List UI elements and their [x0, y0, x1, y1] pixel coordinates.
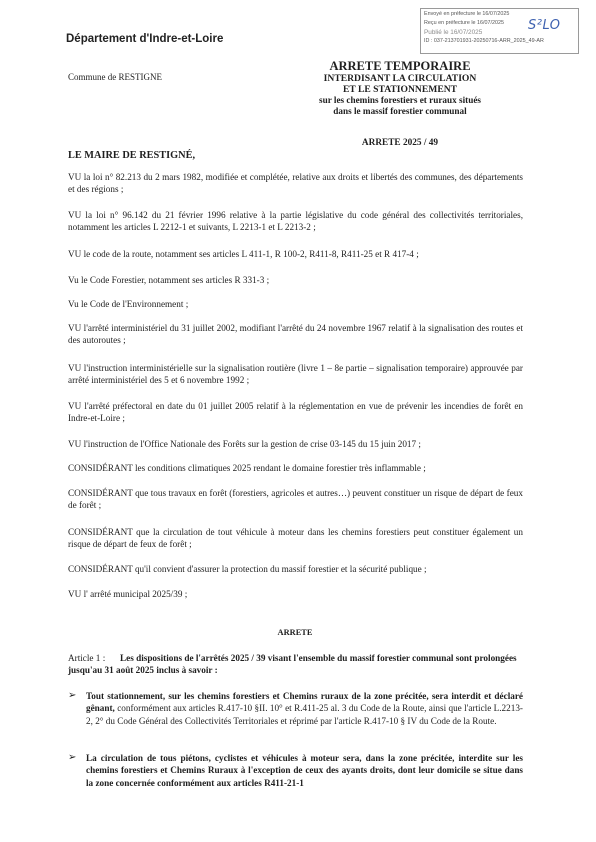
bullet-1-text: conformément aux articles R.417-10 §II. 10° et R.411-25 al. 3 du Code de la Route, ainsi que l'article L.2213-2, 2° du Code Général des Collectivités Territoriales et réprimé par l'article R.417-10 § IV du Code de la Route. — [86, 703, 523, 726]
paragraph: Vu le Code de l'Environnement ; — [68, 299, 189, 309]
list-item — [68, 752, 523, 789]
article-1 — [68, 652, 523, 677]
paragraph: CONSIDÉRANT les conditions climatiques 2025 rendant le domaine forestier très inflammable ; — [68, 463, 426, 473]
stamp-id: ID : 037-213701931-20250716-ARR_2025_49-AR — [424, 38, 544, 44]
maire-heading: LE MAIRE DE RESTIGNÉ, — [68, 150, 196, 161]
slo-signature: S²LO — [528, 18, 561, 33]
title-line-4: sur les chemins forestiers et ruraux situés — [319, 95, 481, 105]
paragraph: CONSIDÉRANT que la circulation de tout véhicule à moteur dans les chemins forestiers peut constituer également un risque de départ de feux de forêt ; — [68, 527, 523, 550]
article-1-text: Les dispositions de l'arrêtés 2025 / 39 visant l'ensemble du massif forestier communal sont prolongées jusqu'au 31 août 2025 inclus à savoir : — [68, 653, 517, 676]
document-title — [300, 60, 500, 117]
paragraph: VU la loi n° 96.142 du 21 février 1996 relative à la partie législative du code général des collectivités territoriales, notamment les articles L 2212-1 et suivants, L 2213-1 et L 2213-2 ; — [68, 210, 523, 233]
bullet-1-bold: Tout stationnement, sur les chemins forestiers et Chemins ruraux de la zone précitée, sera interdit et déclaré gênant, — [86, 691, 523, 714]
paragraph: VU l'instruction interministérielle sur la signalisation routière (livre 1 – 8e partie – signalisation temporaire) approuvée par arrêté interministériel des 5 et 6 novembre 1992 ; — [68, 363, 523, 386]
title-line-3: ET LE STATIONNEMENT — [342, 84, 458, 95]
paragraph: VU le code de la route, notamment ses articles L 411-1, R 100-2, R411-8, R411-25 et R 417-4 ; — [68, 249, 419, 259]
paragraph: VU l'arrêté interministériel du 31 juillet 2002, modifiant l'arrêté du 24 novembre 1967 relatif à la signalisation des routes et des autoroutes ; — [68, 323, 523, 346]
department-name: Département d'Indre-et-Loire — [66, 33, 224, 45]
arrow-bullet-icon: ➢ — [68, 752, 77, 763]
title-line-5: dans le massif forestier communal — [333, 106, 467, 116]
paragraph: VU l'arrêté préfectoral en date du 01 juillet 2005 relatif à la réglementation en vue de prévenir les incendies de forêt en Indre-et-Loire ; — [68, 401, 523, 424]
commune-name: Commune de RESTIGNE — [68, 72, 162, 82]
article-1-label: Article 1 : — [68, 653, 106, 663]
bullet-2-bold: La circulation de tous piétons, cyclistes et véhicules à moteur sera, dans la zone précitée, interdite sur les chemins forestiers et Chemins Ruraux à l'exception de ceux des ayants droits, dont leur domicile se situe dans la zone concernée conformément aux articles R411-21-1 — [86, 753, 523, 788]
paragraph: VU la loi n° 82.213 du 2 mars 1982, modifiée et complétée, relative aux droits et libertés des communes, des départements et des régions ; — [68, 172, 523, 195]
title-line-2: INTERDISANT LA CIRCULATION — [323, 73, 477, 84]
stamp-published: Publié le 16/07/2025 — [424, 29, 483, 36]
paragraph: CONSIDÉRANT qu'il convient d'assurer la protection du massif forestier et la sécurité publique ; — [68, 564, 427, 574]
paragraph: VU l'instruction de l'Office Nationale des Forêts sur la gestion de crise 03-145 du 15 juin 2017 ; — [68, 439, 421, 449]
paragraph: CONSIDÉRANT que tous travaux en forêt (forestiers, agricoles et autres…) peuvent constituer un risque de départ de feux de forêt ; — [68, 488, 523, 511]
paragraph: VU l' arrêté municipal 2025/39 ; — [68, 589, 188, 599]
title-line-1: ARRETE TEMPORAIRE — [329, 59, 471, 73]
paragraph: Vu le Code Forestier, notamment ses articles R 331-3 ; — [68, 275, 270, 285]
arrete-number: ARRETE 2025 / 49 — [361, 138, 439, 148]
stamp-sent: Envoyé en préfecture le 16/07/2025 — [424, 11, 510, 17]
arrete-heading: ARRETE — [277, 628, 313, 637]
list-item — [68, 690, 523, 727]
stamp-received: Reçu en préfecture le 16/07/2025 — [424, 20, 505, 26]
arrow-bullet-icon: ➢ — [68, 690, 77, 701]
